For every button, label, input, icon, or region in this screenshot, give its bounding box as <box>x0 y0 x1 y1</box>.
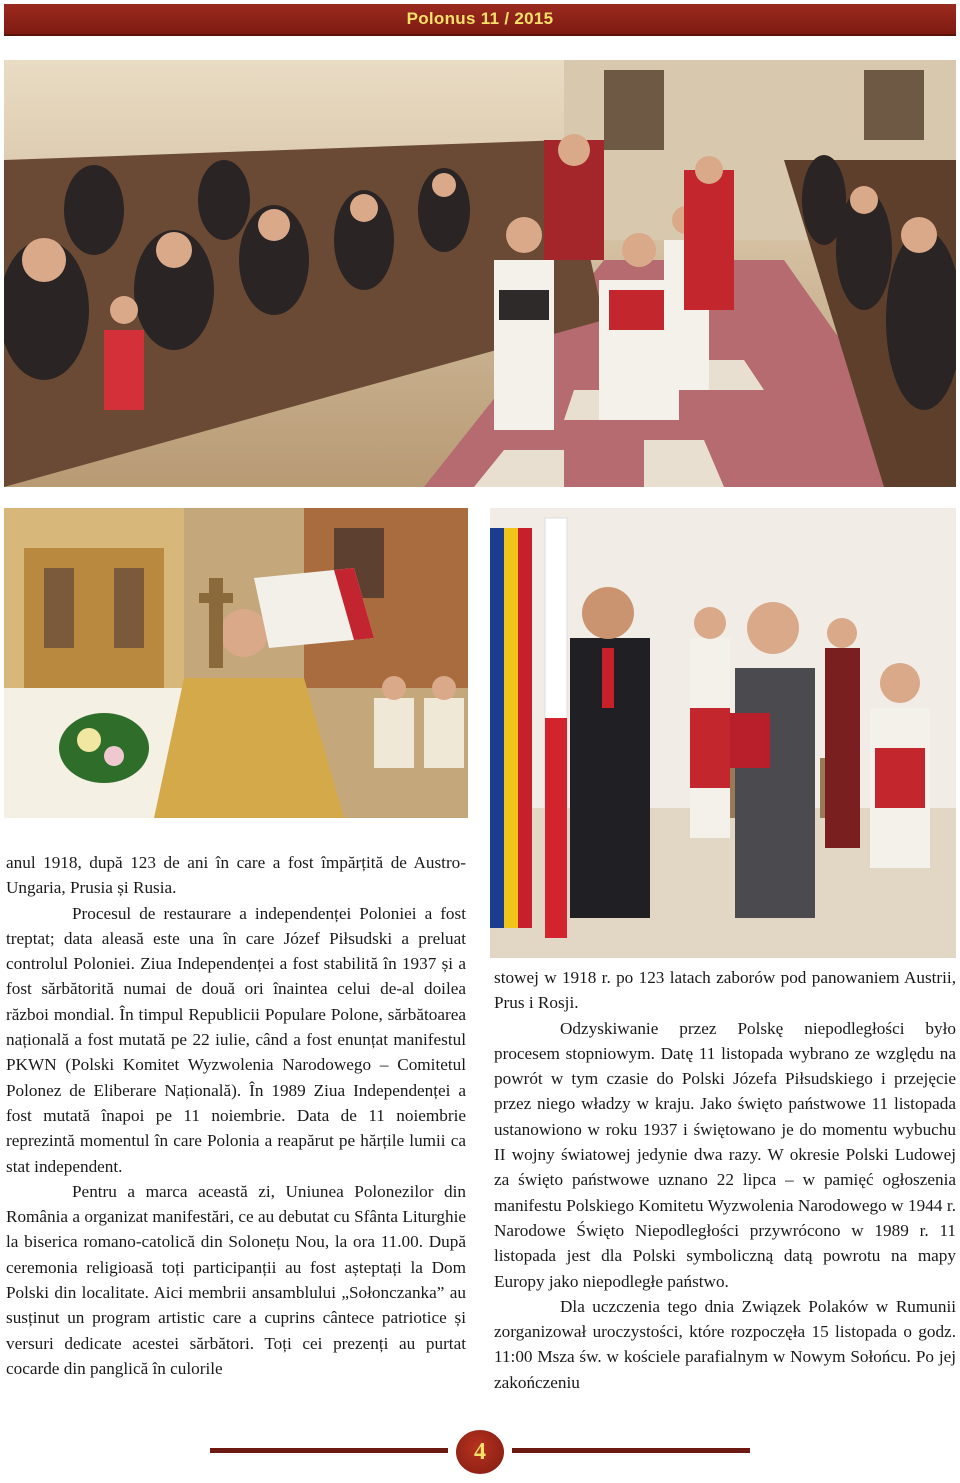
paragraph: Dla uczczenia tego dnia Związek Polaków w Rumunii zorganizował uroczystości, które rozpoczęła 15 listopada o godz. 11:00 Msza św. w kościele parafialnym w Nowym Sołońcu. Po jej zakończeniu <box>494 1296 956 1392</box>
page-number-badge <box>456 1430 504 1474</box>
church-procession-photo <box>4 60 956 487</box>
footer-rule-right <box>512 1448 750 1453</box>
romanian-text-column <box>6 850 466 1381</box>
page-number: 4 <box>474 1438 486 1465</box>
priest-altar-photo <box>4 508 468 818</box>
paragraph: Odzyskiwanie przez Polskę niepodległości było procesem stopniowym. Datę 11 listopada wybrano ze względu na powrót w tym czasie do Polski Józefa Piłsudskiego i przejęcie przez niego władzy w kraju. Jako święto państwowe 11 listopada ustanowiono w roku 1937 i świętowano je do momentu wybuchu II wojny światowej jedynie dwa razy. W okresie Polski Ludowej za święto państwowe uznano 22 lipca – w pamięć ogłoszenia manifestu Polskiego Komitetu Wyzwolenia Narodowego w 1944 r. Narodowe Święto Niepodległości przywrócono w 1989 r. 11 listopada jest dla Polski symboliczną datą powrotu na mapy Europy jako niepodległe państwo. <box>494 1018 956 1291</box>
polish-text-column <box>494 965 956 1395</box>
paragraph: Pentru a marca această zi, Uniunea Polonezilor din România a organizat manifestări, ce au debutat cu Sfânta Liturghie la biserica romano-catolică din Solonețu Nou, la ora 11.00. După ceremonia religioasă toți participanții au fost așteptați la Dom Polski din localitate. Aici membrii ansamblului „Sołonczanka” au susținut un program artistic care a cuprins cântece patriotice și versuri dedicate acestei sărbători. Toți cei prezenți au purtat cocarde din panglică în culorile <box>6 1181 466 1378</box>
speaker-stage-photo <box>490 508 956 958</box>
paragraph: anul 1918, după 123 de ani în care a fost împărțită de Austro-Ungaria, Prusia și Rusia. <box>6 853 466 898</box>
page-header <box>4 4 956 36</box>
magazine-title: Polonus 11 / 2015 <box>406 9 554 28</box>
footer-rule-left <box>210 1448 448 1453</box>
paragraph: stowej w 1918 r. po 123 latach zaborów pod panowaniem Austrii, Prus i Rosji. <box>494 968 956 1013</box>
paragraph: Procesul de restaurare a independenței Poloniei a fost treptat; data aleasă este una în care Józef Piłsudski a preluat controlul Poloniei. Ziua Independenței a fost stabilită în 1937 și a fost sărbătorită numai de două ori înaintea celui de-al doilea război mondial. În timpul Republicii Populare Polone, sărbătoarea națională a fost mutată pe 22 iulie, când a fost enunțat manifestul PKWN (Polski Komitet Wyzwolenia Narodowego – Comitetul Polonez de Eliberare Națională). În 1989 Ziua Independenței a fost mutată înapoi pe 11 noiembrie. Data de 11 noiembrie reprezintă momentul în care Polonia a reapărut pe hărțile lumii ca stat independent. <box>6 903 466 1176</box>
